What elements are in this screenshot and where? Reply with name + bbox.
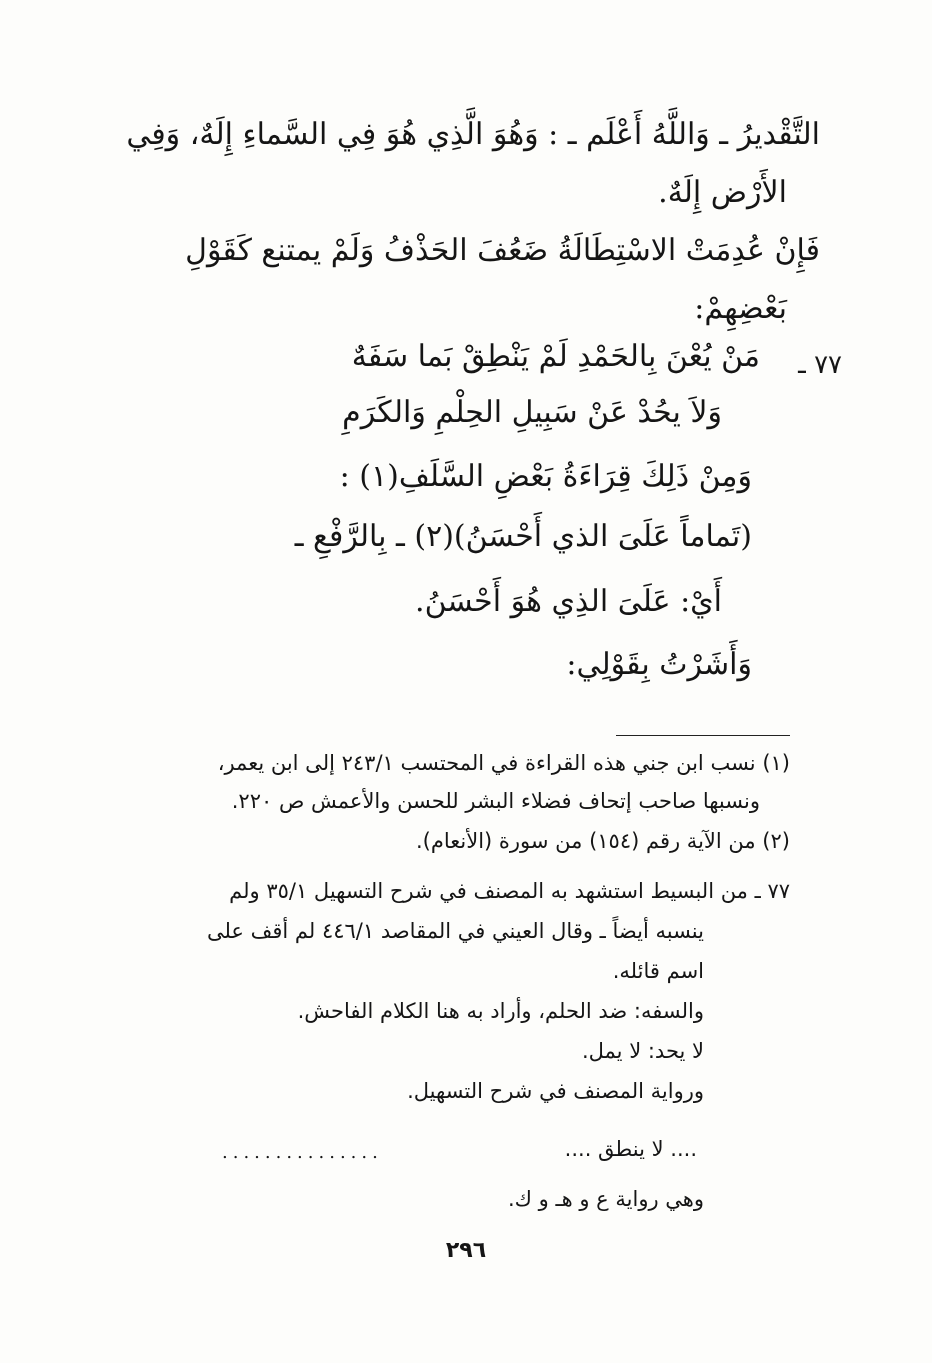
page-number: ٢٩٦ bbox=[445, 1238, 487, 1263]
note-77-line-1: ٧٧ ـ من البسيط استشهد به المصنف في شرح التسهيل ٣٥/١ ولم bbox=[229, 879, 790, 903]
body-line-1: التَّقْديرُ ـ وَاللَّهُ أَعْلَم ـ : وَهُوَ الَّذِي هُوَ فِي السَّماءِ إِلَهٌ، وَفِي bbox=[126, 117, 820, 152]
body-line-6: (تَماماً عَلَىَ الذي أَحْسَنُ)(٢) ـ بِالرَّفْعِ ـ bbox=[294, 519, 752, 554]
verse-hemistich-1: مَنْ يُعْنَ بِالحَمْدِ لَمْ يَنْطِقْ بَما سَفَهٌ bbox=[351, 339, 760, 374]
footnote-1-line-2: ونسبها صاحب إتحاف فضلاء البشر للحسن والأعمش ص ٢٢٠. bbox=[231, 789, 760, 813]
body-line-2: الأَرْض إِلَهٌ. bbox=[658, 175, 787, 210]
note-77-line-7: وهي رواية ع و هـ و ك. bbox=[507, 1187, 704, 1211]
note-77-line-3: اسم قائله. bbox=[612, 959, 704, 983]
note-77-line-2: ينسبه أيضاً ـ وقال العيني في المقاصد ٤٤٦/١ لم أقف على bbox=[206, 919, 704, 943]
footnote-1-line-1: (١) نسب ابن جني هذه القراءة في المحتسب ٢٤٣/١ إلى ابن يعمر، bbox=[217, 751, 790, 775]
footnote-separator bbox=[616, 735, 790, 736]
body-line-7: أَيْ: عَلَىَ الذِي هُوَ أَحْسَنُ. bbox=[415, 584, 722, 619]
body-line-8: وَأَشَرْتُ بِقَوْلِي: bbox=[566, 647, 752, 682]
note-77-variant-dots: ............... bbox=[222, 1142, 383, 1163]
note-77-line-5: لا يحد: لا يمل. bbox=[581, 1039, 704, 1063]
body-line-4: بَعْضِهِمْ: bbox=[694, 291, 787, 326]
note-77-variant: .... لا ينطق .... bbox=[564, 1137, 697, 1161]
body-line-3: فَإِنْ عُدِمَتْ الاسْتِطَالَةُ ضَعُفَ الحَذْفُ وَلَمْ يمتنع كَقَوْلِ bbox=[185, 233, 820, 268]
verse-number: ٧٧ ـ bbox=[798, 350, 842, 380]
footnote-2: (٢) من الآية رقم (١٥٤) من سورة (الأنعام). bbox=[415, 829, 790, 853]
note-77-line-6: ورواية المصنف في شرح التسهيل. bbox=[407, 1079, 704, 1103]
verse-hemistich-2: وَلاَ يحُدْ عَنْ سَبِيلِ الحِلْمِ وَالكَرَمِ bbox=[342, 395, 722, 430]
body-line-5: وَمِنْ ذَلِكَ قِرَاءَةُ بَعْضِ السَّلَفِ(١) : bbox=[339, 459, 752, 494]
note-77-line-4: والسفه: ضد الحلم، وأراد به هنا الكلام الفاحش. bbox=[297, 999, 704, 1023]
